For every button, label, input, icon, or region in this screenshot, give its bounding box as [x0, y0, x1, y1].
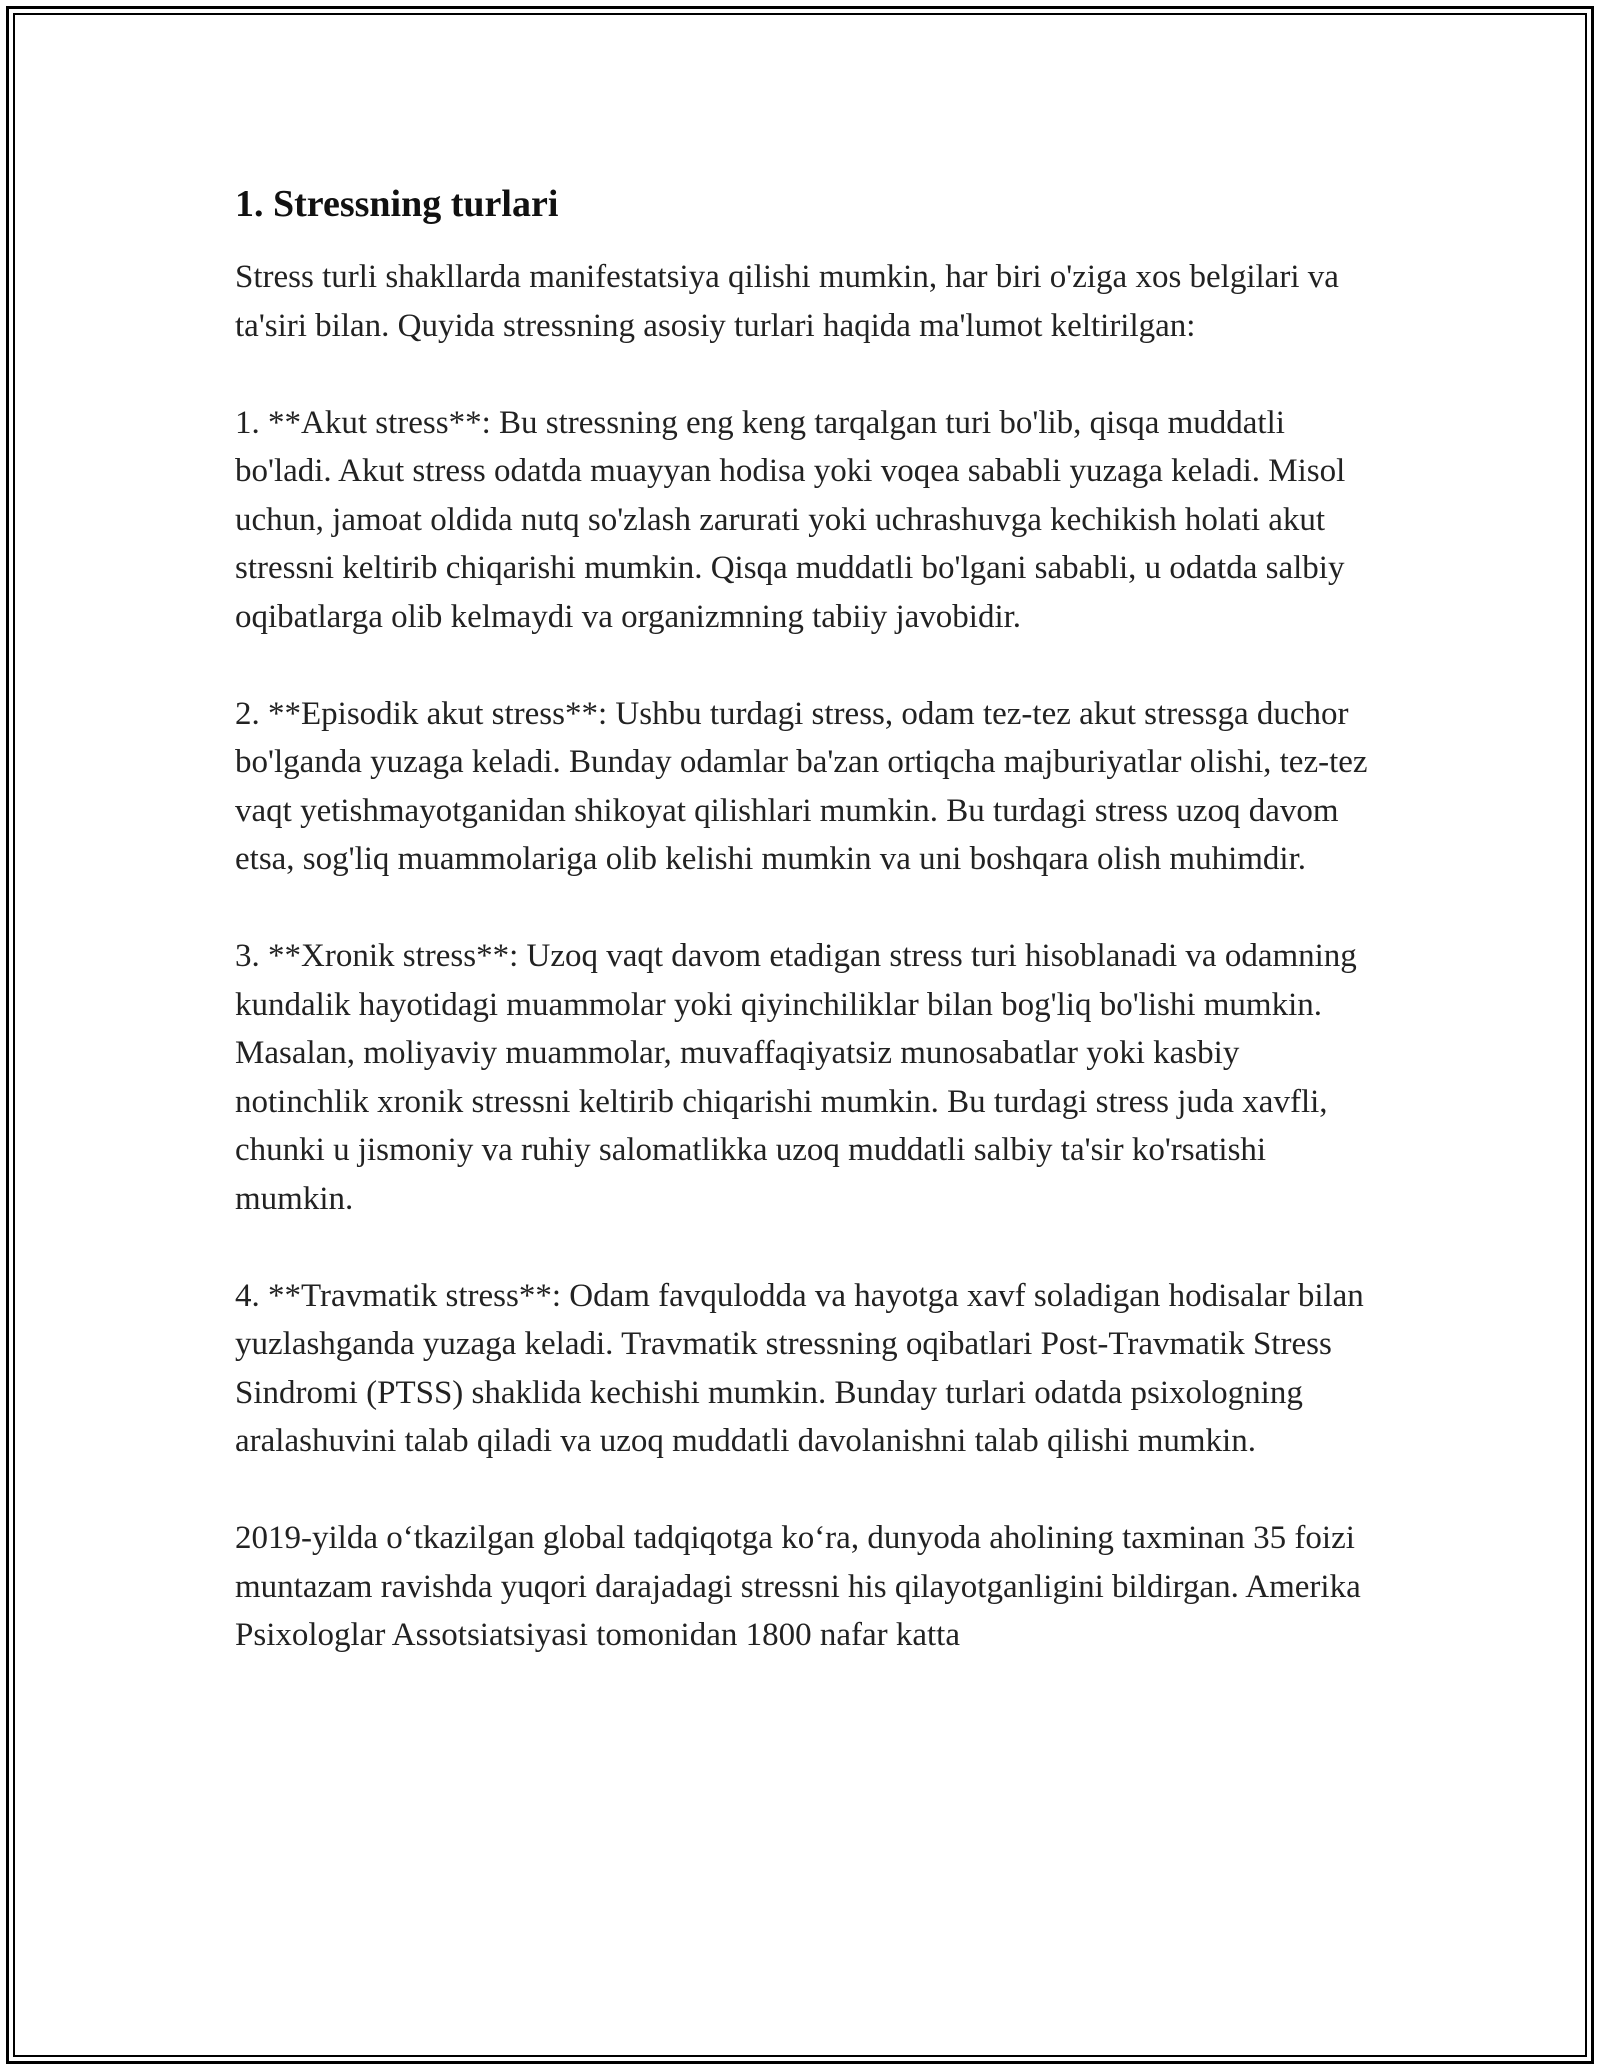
paragraph-xronik-stress: 3. **Xronik stress**: Uzoq vaqt davom etadigan stress turi hisoblanadi va odamning kundalik hayotidagi muammolar yoki qiyinchiliklar bilan bog'liq bo'lishi mumkin. Masalan, moliyaviy muammolar, muvaffaqiyatsiz munosabatlar yoki kasbiy notinchlik xronik stressni keltirib chiqarishi mumkin. Bu turdagi stress juda xavfli, chunki u jismoniy va ruhiy salomatlikka uzoq muddatli salbiy ta'sir ko'rsatishi mumkin. — [235, 938, 1357, 1217]
intro-paragraph: Stress turli shakllarda manifestatsiya qilishi mumkin, har biri o'ziga xos belgilari va ta'siri bilan. Quyida stressning asosiy turlari haqida ma'lumot keltirilgan: — [235, 259, 1339, 344]
paragraph-akut-stress: 1. **Akut stress**: Bu stressning eng keng tarqalgan turi bo'lib, qisqa muddatli bo'ladi. Akut stress odatda muayyan hodisa yoki voqea sababli yuzaga keladi. Misol uchun, jamoat oldida nutq so'zlash zarurati yoki uchrashuvga kechikish holati akut stressni keltirib chiqarishi mumkin. Qisqa muddatli bo'lgani sababli, u odatda salbiy oqibatlarga olib kelmaydi va organizmning tabiiy javobidir. — [235, 404, 1346, 635]
section-heading: 1. Stressning turlari — [235, 183, 559, 225]
document-body — [235, 180, 1375, 1708]
paragraph-travmatik-stress: 4. **Travmatik stress**: Odam favqulodda va hayotga xavf soladigan hodisalar bilan yuzlashganda yuzaga keladi. Travmatik stressning oqibatlari Post-Travmatik Stress Sindromi (PTSS) shaklida kechishi mumkin. Bunday turlari odatda psixologning aralashuvini talab qiladi va uzoq muddatli davolanishni talab qilishi mumkin. — [235, 1277, 1364, 1460]
paragraph-statistics: 2019-yilda o‘tkazilgan global tadqiqotga ko‘ra, dunyoda aholining taxminan 35 foizi muntazam ravishda yuqori darajadagi stressni his qilayotganligini bildirgan. Amerika Psixologlar Assotsiatsiyasi tomonidan 1800 nafar katta — [235, 1520, 1361, 1654]
paragraph-episodik-akut-stress: 2. **Episodik akut stress**: Ushbu turdagi stress, odam tez-tez akut stressga duchor bo'lganda yuzaga keladi. Bunday odamlar ba'zan ortiqcha majburiyatlar olishi, tez-tez vaqt yetishmayotganidan shikoyat qilishlari mumkin. Bu turdagi stress uzoq davom etsa, sog'liq muammolariga olib kelishi mumkin va uni boshqara olish muhimdir. — [235, 695, 1368, 878]
